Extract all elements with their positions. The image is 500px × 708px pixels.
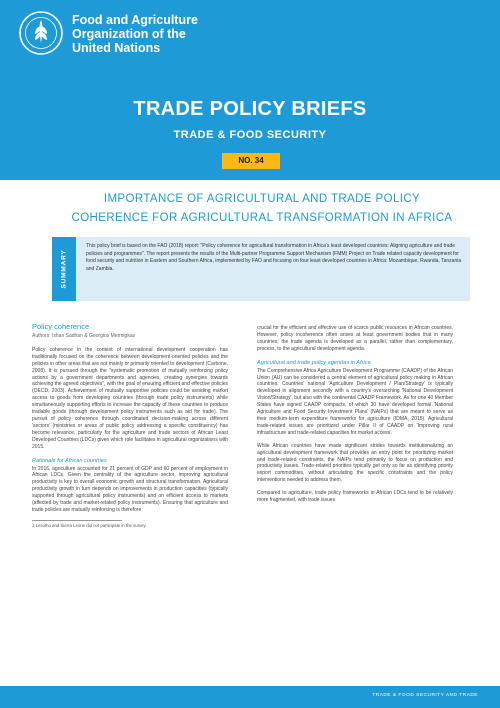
body-paragraph: In 2016, agriculture accounted for 21 percent of GDP and 60 percent of employment in African LDCs. Given the centrality of the agriculture sector, improving agricultural productivity is key to overall economic growth and structural transformation. Agricultural productivity growth in turn depends on improvements in production capacities (typically supported through agricultural policy instruments) and on efficient access to markets (affected by trade and market-related policy instruments). Ensuring that agriculture and trade policies are mutually reinforcing is therefore [32, 465, 228, 513]
subsection-heading: Rationale for African countries [32, 457, 107, 464]
authors-line: Authors: Ishan Sadhan & Georgios Mermigkas [32, 333, 136, 339]
summary-text: This policy brief is based on the FAO (2018) report: "Policy coherence for agricultural transformation in Africa's least developed countries: Aligning agriculture and trade policies and programmes". The report presents the results of the Multi-partner Programme Support Mechanism (FMM) Project on Trade related capacity development for food security and nutrition in Eastern and Southern Africa, implemented by FAO and focusing on four least developed countries in Africa: Mozambique, Rwanda, Tanzania and Zambia. [86, 243, 462, 272]
body-paragraph: Policy coherence in the context of international development cooperation has traditionally focused on the coherence between development-oriented policies and the policies in other areas that are not mainly or primarily oriented to development (Carbone, 2008). It is pursued through the "systematic promotion of mutually reinforcing policy actions by a government departments and agencies, creating synergies towards achieving the agreed objectives", with the goal of ensuring efficient and effective policies (OECD, 2003). Achievement of mutually supportive policies could be avoiding market access to goods from developing countries (through trade policy instruments) while simultaneously supporting efforts to increase the capacity of these countries to produce tradable goods (through development policy instruments such as aid for trade). The pursuit of policy coherence through coordinated decision-making across different 'sectors' (ministries or areas of public policy addressing a specific constituency) has become relevance, particularly for the agriculture and trade sectors of African Least Developed Countries (LDCs) given which role facilitates in agricultural organizations with 2015. [32, 346, 228, 450]
org-line: Organization of the [72, 27, 186, 41]
title-line: COHERENCE FOR AGRICULTURAL TRANSFORMATION IN AFRICA [71, 212, 453, 224]
title-line: IMPORTANCE OF AGRICULTURAL AND TRADE POLICY [103, 193, 421, 205]
section-heading: Policy coherence [32, 322, 90, 331]
org-line: United Nations [72, 41, 161, 55]
footer-text: TRADE & FOOD SECURITY AND TRADE [372, 693, 478, 698]
header-banner [0, 0, 500, 180]
fao-logo-icon [18, 10, 64, 56]
body-paragraph: The Comprehensive Africa Agriculture Development Programme (CAADP) of the African Union (AU) can be considered a central element of agricultural policy making in African countries. Countries' national 'Agriculture Development / Plan/Strategy' is typically developed in alignment secondly with a country's overarching 'National Development Vision/Strategy', but also with the continental CAADP Framework. As for one 40 Member States have signed CAADP compacts, of which 30 have developed formal 'National Agriculture and Food Security Investment Plans' (NAIPs) that are meant to serve as their medium-term expenditure frameworks for agriculture (IDMA, 2015). Agricultural trade-related issues are prioritized under Pillar II of CAADP on 'Improving rural infrastructure and trade-related capacities for market access'. [257, 367, 453, 436]
issue-number-badge: NO. 34 [222, 153, 280, 169]
footer-bar [0, 686, 500, 708]
summary-label: SUMMARY [60, 249, 68, 289]
org-line: Food and Agriculture [72, 13, 198, 27]
footnote: 1 Lesotho and Sierra Leone did not participate in the survey. [32, 522, 147, 528]
series-subtitle: TRADE & FOOD SECURITY [173, 129, 327, 141]
body-paragraph: Compared to agriculture, trade policy frameworks in African LDCs tend to be relatively more fragmented, with trade issues [257, 490, 453, 504]
body-paragraph: While African countries have made significant strides towards institutionalizing an agricultural development framework that provides an entry point for prioritizing market and trade-related constraints, the NAIPs tend primarily to focus on production and productivity issues. Trade-related priorities typically get only so far as identifying priority export commodities, without articulating the specific constraints and the policy interventions needed to address them. [257, 442, 453, 484]
organization-name [72, 13, 198, 55]
summary-tab [52, 237, 76, 301]
left-column [32, 322, 228, 530]
footnote-rule [32, 520, 122, 521]
subsection-heading: Agricultural and trade policy agendas in Africa [257, 359, 371, 366]
body-paragraph: crucial for the efficient and effective use of scarce public resources in African countries. However, policy incoherence often arises at least government bodies that in many countries, the trade agenda is developed as a parallel, rather than complementary, process, to the agricultural development agenda. [257, 325, 453, 352]
series-title: TRADE POLICY BRIEFS [133, 98, 367, 120]
brief-title [52, 190, 472, 228]
right-column [257, 325, 453, 510]
summary-box [52, 237, 470, 301]
